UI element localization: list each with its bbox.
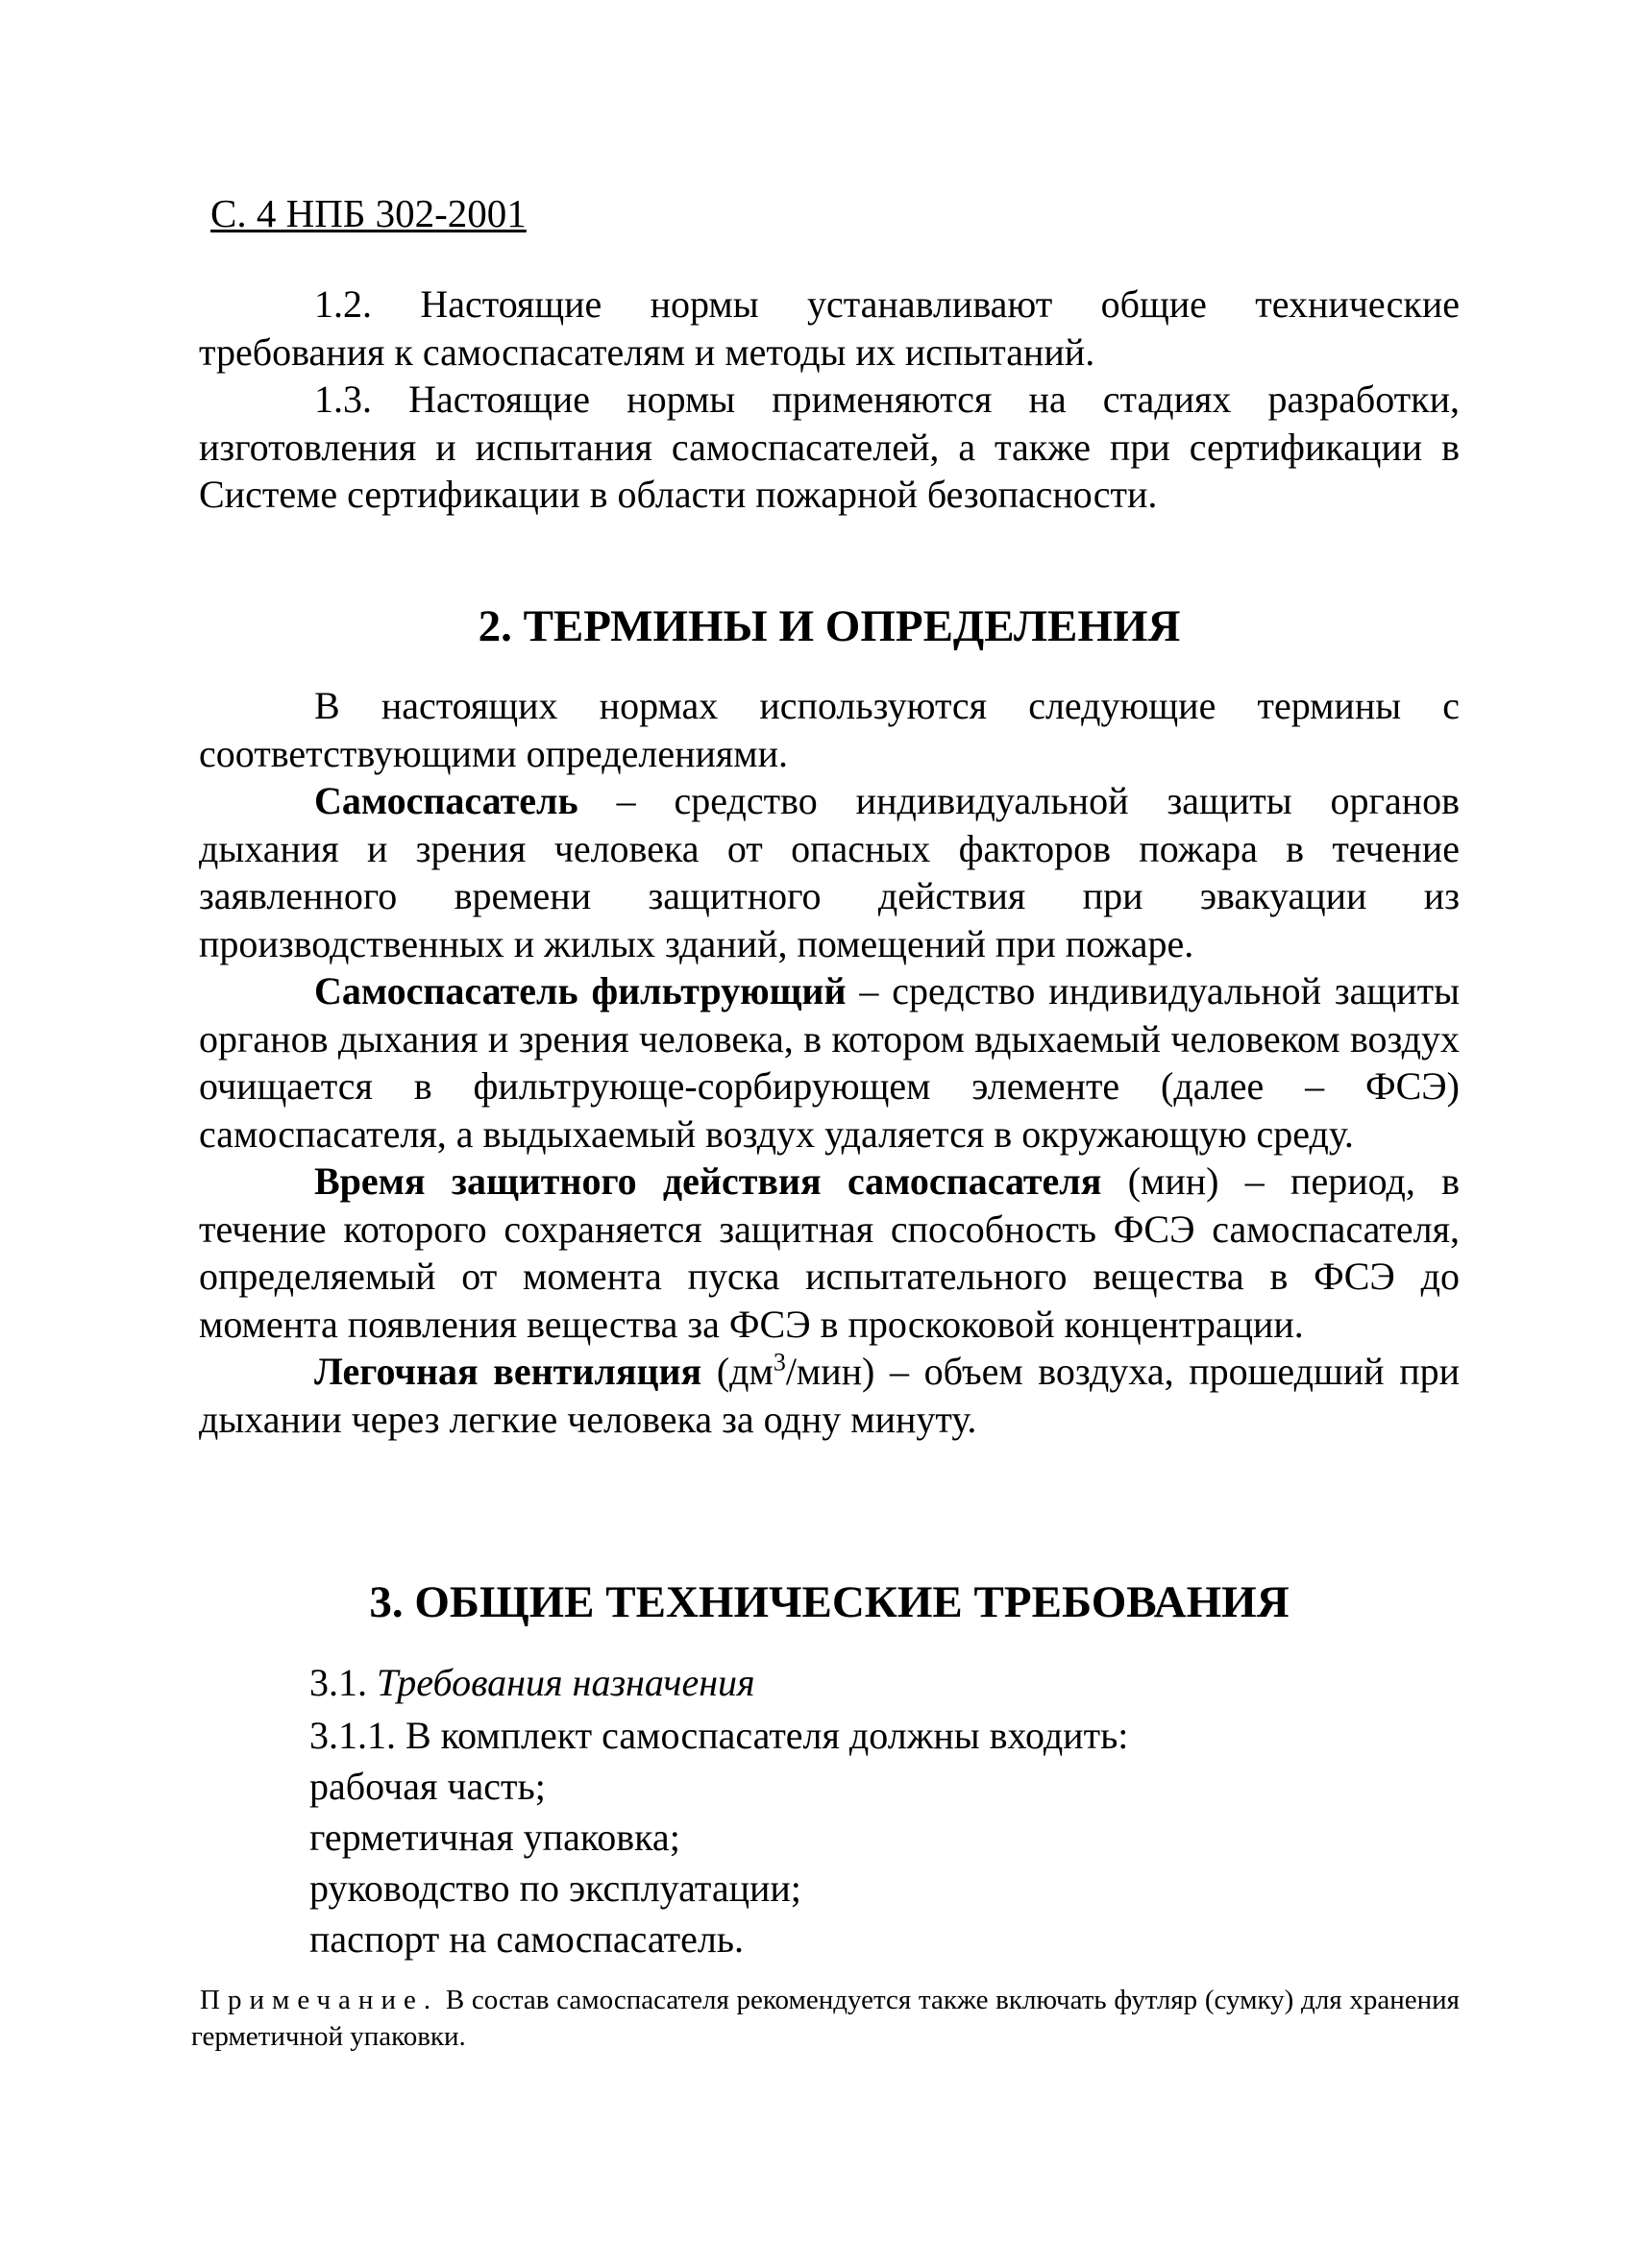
term-name: Время защитного действия самоспасателя xyxy=(314,1159,1102,1203)
paragraph-1-3: 1.3. Настоящие нормы применяются на стадиях разработки, изготовления и испытания самоспасателей, а также при сертификации в Системе сертификации в области пожарной безопасности. xyxy=(199,378,1460,516)
section-2-body xyxy=(199,682,1460,1443)
term-name: Легочная вентиляция xyxy=(314,1350,702,1393)
subsection-name: Требования назначения xyxy=(377,1661,755,1704)
term-definition xyxy=(199,1348,1460,1443)
section-2-intro: В настоящих нормах используются следующие термины с соответствующими определениями. xyxy=(199,684,1460,775)
page-header: С. 4 НПБ 302-2001 xyxy=(210,191,527,235)
list-item: рабочая часть; xyxy=(309,1765,546,1808)
term-text: – средство индивидуальной защиты органов дыхания и зрения человека, в котором вдыхаемый человеком воздух очищается в фильтрующе-сорбирующем элементе (далее – ФСЭ) самоспасателя, а выдыхаемый воздух удаляется в окружающую среду. xyxy=(199,969,1460,1156)
note xyxy=(191,1982,1460,2055)
note-text: В состав самоспасателя рекомендуется также включать футляр (сумку) для хранения герметичной упаковки. xyxy=(191,1985,1460,2052)
paragraph-1-2: 1.2. Настоящие нормы устанавливают общие технические требования к самоспасателям и методы их испытаний. xyxy=(199,282,1460,374)
subsection-3-1-title xyxy=(309,1659,755,1707)
subsection-number: 3.1. xyxy=(309,1661,377,1704)
term-definition xyxy=(199,967,1460,1158)
term-text: (мин) – период, в течение которого сохраняется защитная способность ФСЭ самоспасателя, определяемый от момента пуска испытательного вещества в ФСЭ до момента появления вещества за ФСЭ в проскоковой концентрации. xyxy=(199,1159,1460,1346)
list-item: паспорт на самоспасатель. xyxy=(309,1917,745,1961)
term-text: – средство индивидуальной защиты органов дыхания и зрения человека от опасных факторов пожара в течение заявленного времени защитного действия при эвакуации из производственных и жилых зданий, помещений при пожаре. xyxy=(199,779,1460,965)
term-text: (дм xyxy=(701,1350,774,1393)
term-name: Самоспасатель фильтрующий xyxy=(314,969,847,1012)
item-3-1-1: 3.1.1. В комплект самоспасателя должны входить: xyxy=(309,1714,1129,1757)
term-definition xyxy=(199,1158,1460,1348)
note-label: Примечание. xyxy=(200,1985,439,2015)
section-1-body xyxy=(199,280,1460,519)
superscript: 3 xyxy=(773,1348,786,1377)
term-name: Самоспасатель xyxy=(314,779,578,822)
term-text: /мин) – объем воздуха, прошедший при дыхании через легкие человека за одну минуту. xyxy=(199,1350,1461,1441)
term-definition xyxy=(199,777,1460,967)
list-item: герметичная упаковка; xyxy=(309,1816,680,1859)
section-2-heading: 2. ТЕРМИНЫ И ОПРЕДЕЛЕНИЯ xyxy=(478,601,1181,651)
list-item: руководство по эксплуатации; xyxy=(309,1866,801,1910)
section-3-heading: 3. ОБЩИЕ ТЕХНИЧЕСКИЕ ТРЕБОВАНИЯ xyxy=(369,1577,1290,1627)
